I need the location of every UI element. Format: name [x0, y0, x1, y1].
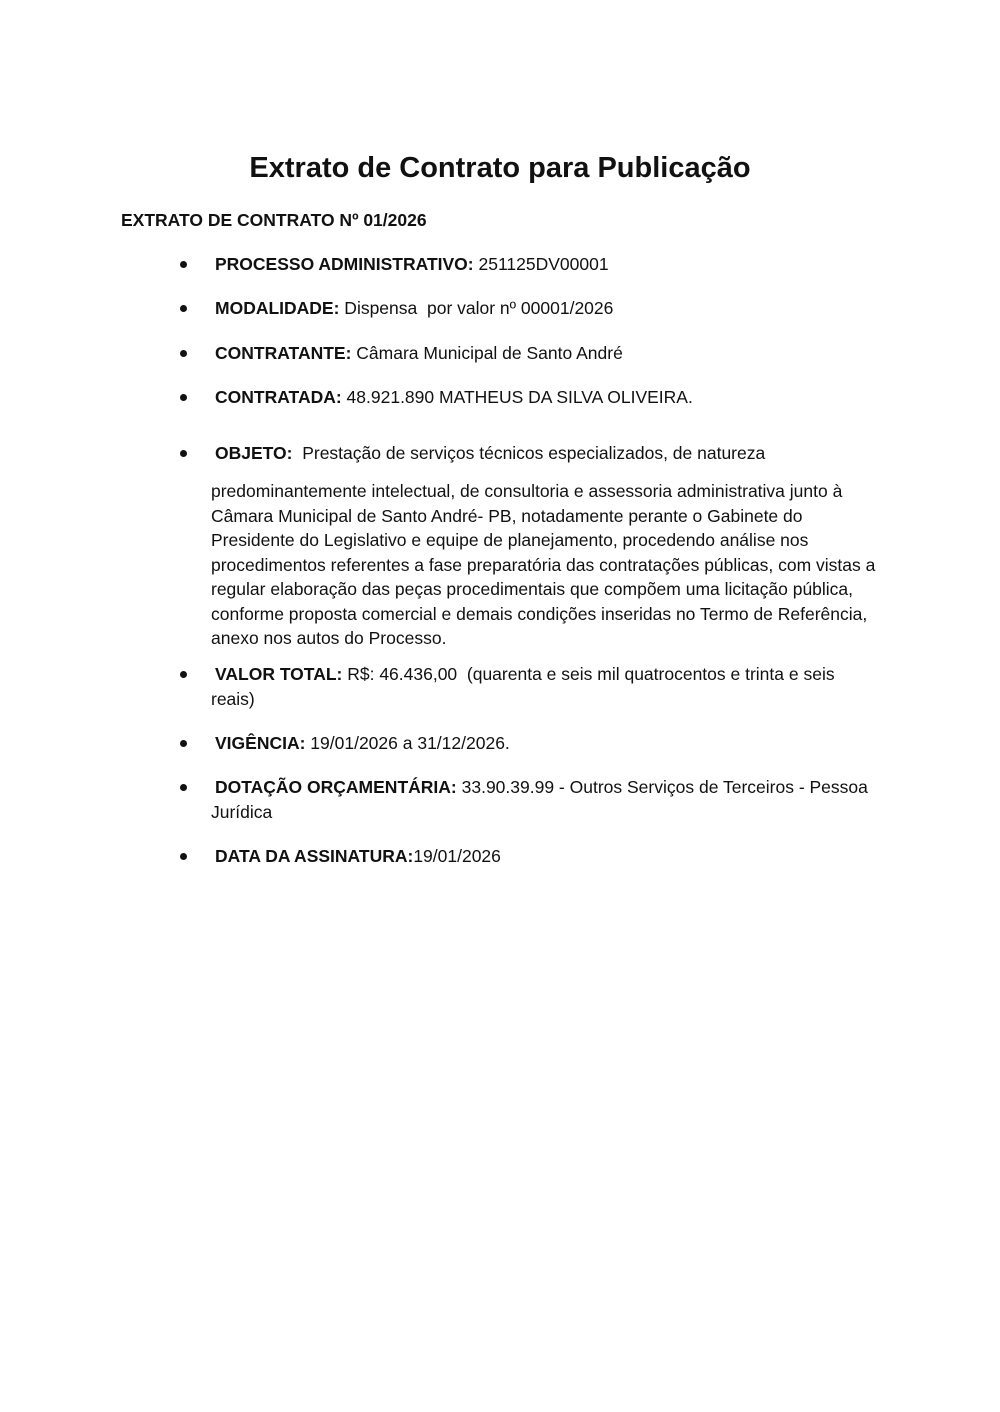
contratante-value: Câmara Municipal de Santo André: [351, 343, 623, 363]
dotacao-value: 33.90.39.99 - Outros Serviços de Terceiros - Pessoa Jurídica: [211, 777, 873, 822]
contratada-label: CONTRATADA:: [215, 387, 342, 407]
bullet-icon: [180, 450, 187, 457]
valor-value: R$: 46.436,00 (quarenta e seis mil quatrocentos e trinta e seis reais): [211, 664, 840, 709]
objeto-value-rest: predominantemente intelectual, de consultoria e assessoria administrativa junto à Câmara Municipal de Santo André- PB, notadamente perante o Gabinete do Presidente do Legislativo e equipe de planejamento, procedendo análise nos procedimentos referentes a fase preparatória das contratações públicas, com vistas a regular elaboração das peças procedimentais que compõem uma licitação pública, conforme proposta comercial e demais condições inseridas no Termo de Referência, anexo nos autos do Processo.: [211, 481, 876, 648]
list-item-processo: [211, 252, 881, 277]
list-item-modalidade: [211, 296, 881, 321]
bullet-icon: [180, 740, 187, 747]
list-item-contratada: [211, 385, 881, 410]
list-item-objeto: [211, 441, 881, 651]
valor-label: VALOR TOTAL:: [215, 664, 343, 684]
contract-heading: EXTRATO DE CONTRATO Nº 01/2026: [121, 210, 427, 230]
processo-label: PROCESSO ADMINISTRATIVO:: [215, 254, 474, 274]
modalidade-value: Dispensa por valor nº 00001/2026: [339, 298, 614, 318]
assinatura-label: DATA DA ASSINATURA:: [215, 846, 414, 866]
contratada-value: 48.921.890 MATHEUS DA SILVA OLIVEIRA.: [341, 387, 693, 407]
contratante-label: CONTRATANTE:: [215, 343, 352, 363]
list-item-vigencia: [211, 731, 881, 756]
objeto-value-first: Prestação de serviços técnicos especializados, de natureza: [292, 443, 766, 463]
bullet-icon: [180, 261, 187, 268]
objeto-first-line: [211, 441, 881, 479]
list-item-valor: [211, 662, 881, 711]
document-title: Extrato de Contrato para Publicação: [249, 152, 751, 184]
vigencia-label: VIGÊNCIA:: [215, 733, 306, 753]
vigencia-value: 19/01/2026 a 31/12/2026.: [305, 733, 510, 753]
bullet-icon: [180, 394, 187, 401]
objeto-label: OBJETO:: [215, 443, 293, 463]
dotacao-label: DOTAÇÃO ORÇAMENTÁRIA:: [215, 777, 457, 797]
list-item-assinatura: [211, 844, 881, 869]
bullet-icon: [180, 784, 187, 791]
list-item-dotacao: [211, 775, 881, 824]
list-item-contratante: [211, 341, 881, 366]
bullet-icon: [180, 350, 187, 357]
bullet-icon: [180, 671, 187, 678]
modalidade-label: MODALIDADE:: [215, 298, 340, 318]
processo-value: 251125DV00001: [473, 254, 609, 274]
bullet-icon: [180, 305, 187, 312]
assinatura-value: 19/01/2026: [413, 846, 501, 866]
bullet-icon: [180, 853, 187, 860]
